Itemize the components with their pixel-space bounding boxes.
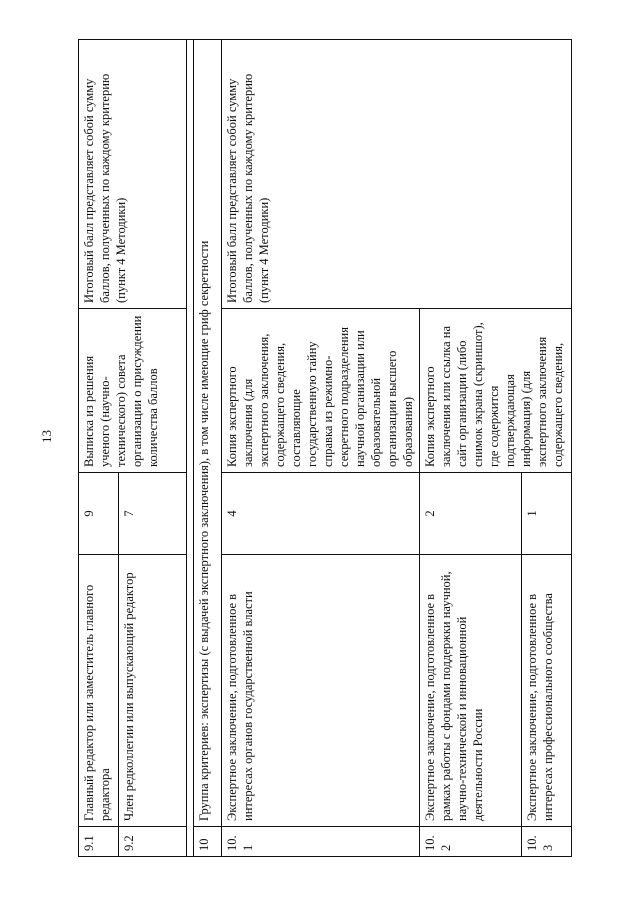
points-cell: 7 <box>119 473 187 555</box>
table-row <box>79 40 119 857</box>
criterion-cell: Экспертное заключение, подготовленное в интересах органов государственной власти <box>222 555 420 827</box>
table-separator <box>187 40 194 857</box>
row-number: 9.2 <box>119 827 187 857</box>
document-text-part1: Копия экспертного заключения или ссылка на сайт организации (либо снимок экрана (скриншот), где содержится подтверждающая <box>423 322 517 467</box>
document-cell: Выписка из решения ученого (научно-технического) совета организации о присуждении количества баллов <box>79 309 187 473</box>
document-cell <box>420 309 572 473</box>
group-title: Группа критериев: экспертизы (с выдачей экспертного заключения), в том числе имеющие гриф секретности <box>194 40 222 827</box>
group-row <box>194 40 222 857</box>
row-number: 9.1 <box>79 827 119 857</box>
document-text-part2: информация) (для экспертного заключения содержащего сведения, <box>519 336 565 467</box>
table-row <box>222 40 420 857</box>
criteria-table <box>78 39 572 857</box>
rotated-table-container <box>78 40 603 857</box>
group-number: 10 <box>194 827 222 857</box>
points-cell: 2 <box>420 473 522 555</box>
document-cell: Копия экспертного заключения (для экспертного заключения, содержащего сведения, составляющие государственную тайну справка из режимно-секретного подразделения научной организации или образовательной организации высшего образования) <box>222 309 420 473</box>
note-cell: Итоговый балл представляет собой сумму баллов, полученных по каждому критерию (пункт 4 Методики) <box>79 40 187 309</box>
points-cell: 9 <box>79 473 119 555</box>
criterion-cell: Член редколлегии или выпускающий редактор <box>119 555 187 827</box>
criterion-cell: Экспертное заключение, подготовленное в рамках работы с фондами поддержки научной, научно-технической и инновационной деятельности России <box>420 555 522 827</box>
row-number: 10.1 <box>222 827 420 857</box>
page-number: 13 <box>39 430 54 443</box>
row-number: 10.2 <box>420 827 522 857</box>
note-cell: Итоговый балл представляет собой сумму баллов, полученных по каждому критерию (пункт 4 Методики) <box>222 40 572 309</box>
points-cell: 1 <box>522 473 572 555</box>
separator-cell <box>187 40 194 857</box>
criterion-cell: Главный редактор или заместитель главного редактора <box>79 555 119 827</box>
points-cell: 4 <box>222 473 420 555</box>
row-number: 10.3 <box>522 827 572 857</box>
criterion-cell: Экспертное заключение, подготовленное в интересах профессионального сообщества <box>522 555 572 827</box>
